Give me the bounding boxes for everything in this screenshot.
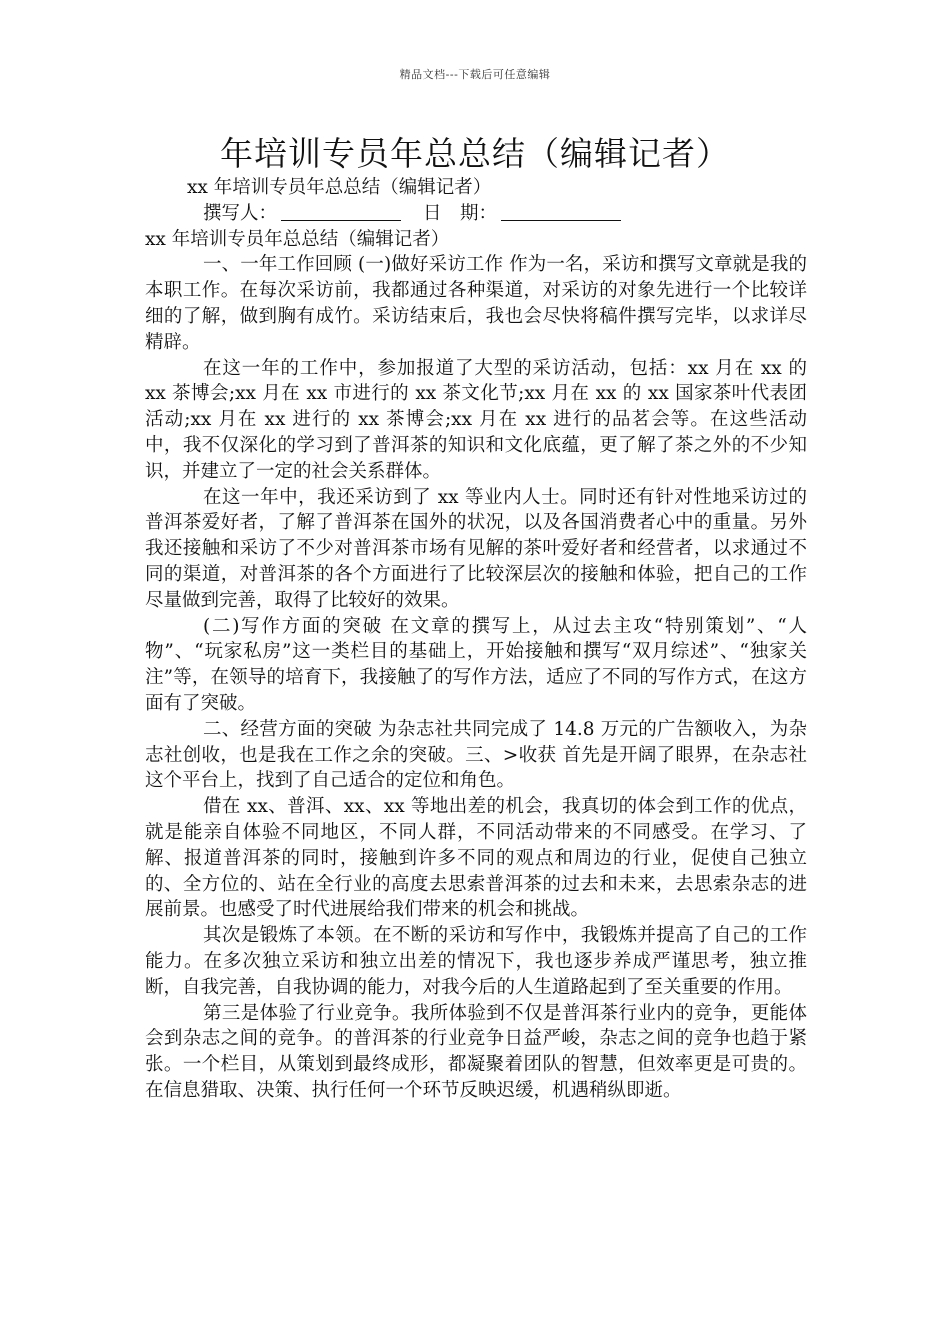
- date-label: 日 期：: [423, 202, 498, 224]
- body-paragraph: 一、一年工作回顾 (一)做好采访工作 作为一名，采访和撰写文章就是我的本职工作。在每次采访前，我都通过各种渠道，对采访的对象先进行一个比较详细的了解，做到胸有成竹。采访结束后，我也会尽快将稿件撰写完毕，以求详尽精辟。: [145, 254, 807, 353]
- body-paragraph: 在这一年的工作中，参加报道了大型的采访活动，包括：xx 月在 xx 的 xx 茶博会;xx 月在 xx 市进行的 xx 茶文化节;xx 月在 xx 的 xx 国家茶叶代表团活动;xx 月在 xx 进行的 xx 茶博会;xx 月在 xx 进行的品茗会等。在这些活动中，我不仅深化的学习到了普洱茶的知识和文化底蕴，更了解了茶之外的不少知识，并建立了一定的社会关系群体。: [145, 357, 807, 482]
- author-label: 撰写人：: [203, 202, 278, 224]
- author-blank: [281, 202, 401, 221]
- body-paragraph: (二)写作方面的突破 在文章的撰写上，从过去主攻“特别策划”、“人物”、“玩家私房”这一类栏目的基础上，开始接触和撰写“双月综述”、“独家关注”等，在领导的培育下，我接触了的写作方法，适应了不同的写作方式，在这方面有了突破。: [145, 615, 807, 714]
- author-date-line: [145, 201, 807, 227]
- body-paragraph: 借在 xx、普洱、xx、xx 等地出差的机会，我真切的体会到工作的优点，就是能亲自体验不同地区，不同人群，不同活动带来的不同感受。在学习、了解、报道普洱茶的同时，接触到许多不同的观点和周边的行业，促使自己独立的、全方位的、站在全行业的高度去思索普洱茶的过去和未来，去思索杂志的进展前景。也感受了时代进展给我们带来的机会和挑战。: [145, 796, 807, 921]
- body-paragraph: 二、经营方面的突破 为杂志社共同完成了 14.8 万元的广告额收入，为杂志社创收，也是我在工作之余的突破。三、>收获 首先是开阔了眼界，在杂志社这个平台上，找到了自己适合的定位和角色。: [145, 718, 807, 792]
- header-note: 精品文档---下载后可任意编辑: [399, 68, 551, 81]
- author-line-tail: xx 年培训专员年总总结（编辑记者）: [145, 228, 450, 250]
- document-title: 年培训专员年总总结（编辑记者）: [220, 134, 730, 173]
- date-blank: [501, 202, 621, 221]
- document-subtitle: xx 年培训专员年总总结（编辑记者）: [187, 177, 492, 198]
- document-body: [145, 175, 807, 1104]
- body-paragraph: 在这一年中，我还采访到了 xx 等业内人士。同时还有针对性地采访过的普洱茶爱好者，了解了普洱茶在国外的状况，以及各国消费者心中的重量。另外我还接触和采访了不少对普洱茶市场有见解的茶叶爱好者和经营者，以求通过不同的渠道，对普洱茶的各个方面进行了比较深层次的接触和体验，把自己的工作尽量做到完善，取得了比较好的效果。: [145, 486, 807, 611]
- body-paragraph: 其次是锻炼了本领。在不断的采访和写作中，我锻炼并提高了自己的工作能力。在多次独立采访和独立出差的情况下，我也逐步养成严谨思考，独立推断，自我完善，自我协调的能力，对我今后的人生道路起到了至关重要的作用。: [145, 925, 807, 998]
- body-paragraph: 第三是体验了行业竞争。我所体验到不仅是普洱茶行业内的竞争，更能体会到杂志之间的竞争。的普洱茶的行业竞争日益严峻，杂志之间的竞争也趋于紧张。一个栏目，从策划到最终成形，都凝聚着团队的智慧，但效率更是可贵的。在信息猎取、决策、执行任何一个环节反映迟缓，机遇稍纵即逝。: [145, 1002, 807, 1101]
